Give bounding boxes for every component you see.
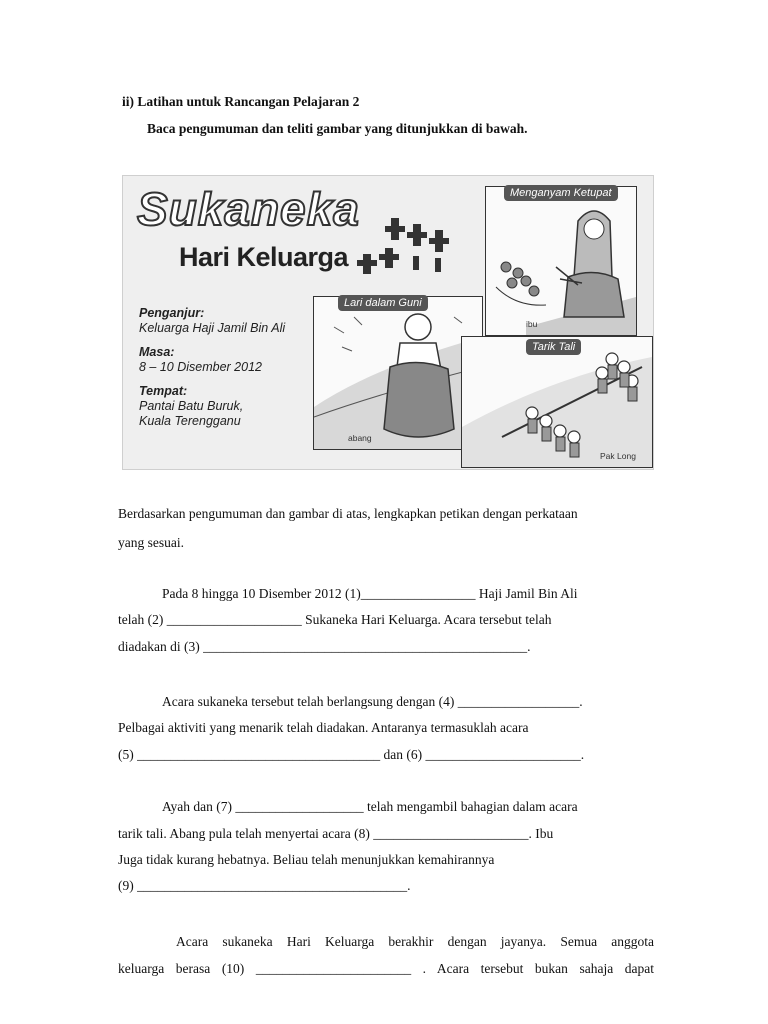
time-value: 8 – 10 Disember 2012 <box>139 360 262 374</box>
exercise-instruction: Baca pengumuman dan teliti gambar yang ditunjukkan di bawah. <box>147 121 528 136</box>
poster-subtitle: Hari Keluarga <box>179 242 349 272</box>
paragraph-3-line-3: Juga tidak kurang hebatnya. Beliau telah menunjukkan kemahirannya <box>118 852 495 867</box>
paragraph-1-line-1: Pada 8 hingga 10 Disember 2012 (1)_________________ Haji Jamil Bin Ali <box>162 586 578 601</box>
caption-ibu: ibu <box>526 319 538 329</box>
time-label: Masa: <box>139 345 175 359</box>
panel-label-ketupat: Menganyam Ketupat <box>504 185 618 201</box>
paragraph-2-line-3: (5) ____________________________________ dan (6) _______________________. <box>118 747 585 762</box>
place-value-line1: Pantai Batu Buruk, <box>139 399 244 413</box>
panel-label-guni: Lari dalam Guni <box>338 295 428 311</box>
woman-weaving-icon <box>486 187 636 335</box>
paragraph-1-line-3: diadakan di (3) ________________________________________________. <box>118 639 531 654</box>
caption-pak-long: Pak Long <box>600 451 636 461</box>
instruction-line-2: yang sesuai. <box>118 535 184 550</box>
place-value-line2: Kuala Terengganu <box>139 414 241 428</box>
organizer-value: Keluarga Haji Jamil Bin Ali <box>139 321 286 335</box>
exercise-heading: ii) Latihan untuk Rancangan Pelajaran 2 <box>122 94 360 109</box>
tug-of-war-icon <box>462 337 652 467</box>
paragraph-2-line-1: Acara sukaneka tersebut telah berlangsung dengan (4) __________________. <box>162 694 583 709</box>
sack-race-icon <box>314 297 482 449</box>
panel-lari-dalam-guni <box>313 296 483 450</box>
paragraph-3-line-4: (9) ________________________________________. <box>118 878 411 893</box>
panel-label-tali: Tarik Tali <box>526 339 581 355</box>
paragraph-4-line-2: keluarga berasa (10) _______________________ . Acara tersebut bukan sahaja dapat <box>118 961 654 976</box>
place-label: Tempat: <box>139 384 188 398</box>
panel-menganyam-ketupat <box>485 186 637 336</box>
paragraph-3-line-2: tarik tali. Abang pula telah menyertai acara (8) _______________________. Ibu <box>118 826 554 841</box>
instruction-line-1: Berdasarkan pengumuman dan gambar di atas, lengkapkan petikan dengan perkataan <box>118 506 578 521</box>
paragraph-3-line-1: Ayah dan (7) ___________________ telah mengambil bahagian dalam acara <box>162 799 578 814</box>
panel-tarik-tali <box>461 336 653 468</box>
kufi-pattern-icon <box>357 218 449 274</box>
paragraph-4-line-1: Acara sukaneka Hari Keluarga berakhir dengan jayanya. Semua anggota <box>176 934 654 949</box>
paragraph-2-line-2: Pelbagai aktiviti yang menarik telah diadakan. Antaranya termasuklah acara <box>118 720 529 735</box>
caption-abang: abang <box>348 433 372 443</box>
event-poster <box>122 175 654 470</box>
paragraph-1-line-2: telah (2) ____________________ Sukaneka Hari Keluarga. Acara tersebut telah <box>118 612 552 627</box>
organizer-label: Penganjur: <box>139 306 205 320</box>
poster-title: Sukaneka <box>137 183 360 235</box>
